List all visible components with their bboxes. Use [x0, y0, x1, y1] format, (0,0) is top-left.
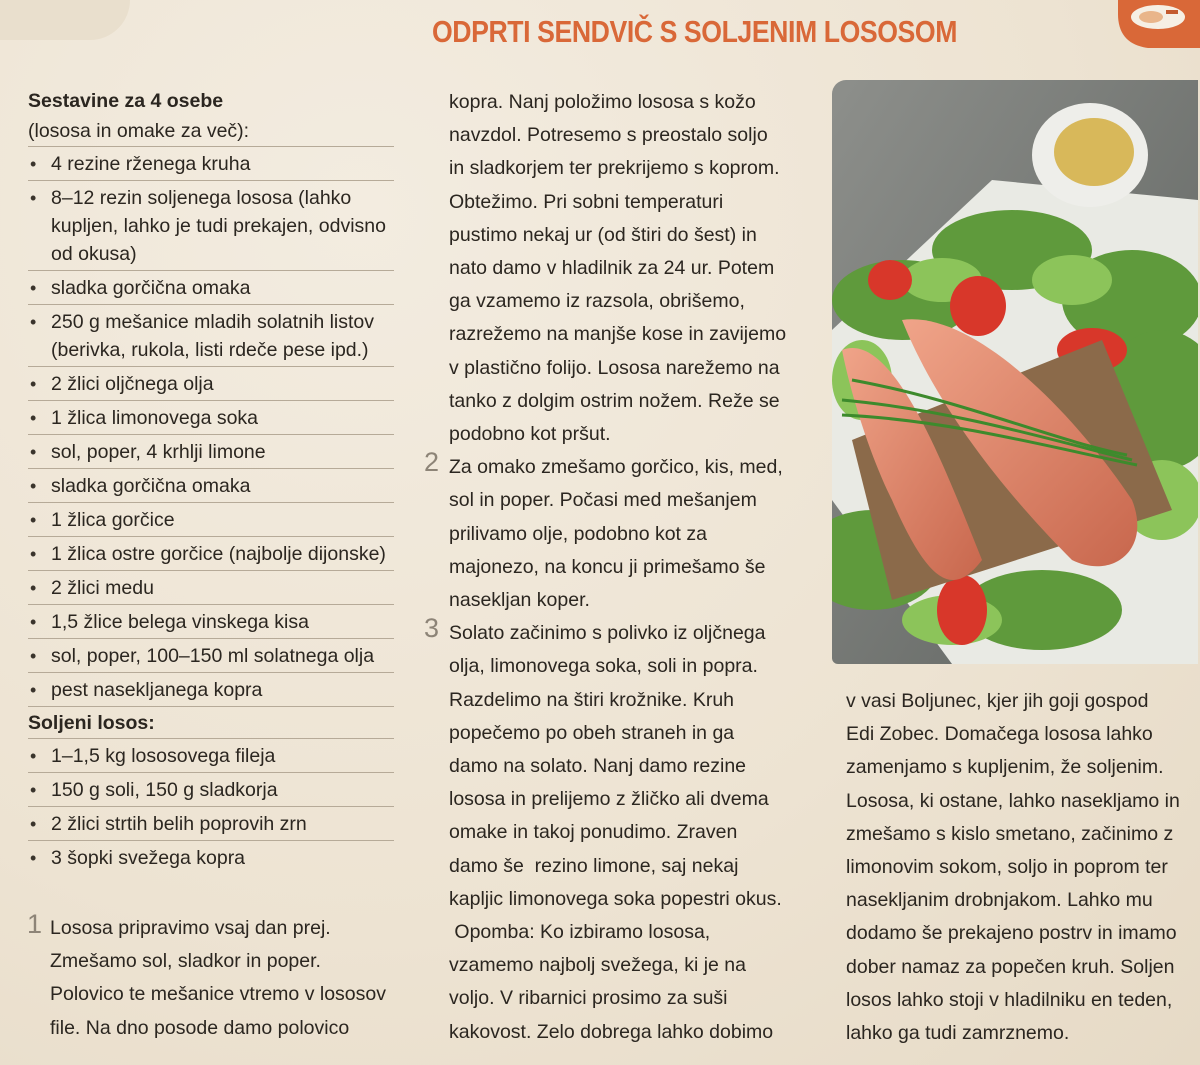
text-line: prilivamo olje, podobno kot za [449, 522, 707, 545]
ingredient-item: • sol, poper, 4 krhlji limone [28, 434, 394, 468]
text-line: pustimo nekaj ur (od štiri do šest) in [449, 223, 757, 246]
note-column [846, 685, 1196, 1050]
ingredients-column [28, 86, 394, 874]
ingredient-item: • 4 rezine rženega kruha [28, 146, 394, 180]
text-line: Opomba: Ko izbiramo lososa, [449, 921, 711, 944]
text-line: podobno kot pršut. [449, 423, 611, 446]
text-line: vzamemo najbolj svežega, ki je na [449, 954, 746, 977]
ingredient-item: • 1 žlica gorčice [28, 502, 394, 536]
ingredients-list [28, 146, 394, 706]
ingredient-item: • 2 žlici strtih belih poprovih zrn [28, 806, 394, 840]
text-line: popečemo po obeh straneh in ga [449, 721, 735, 744]
ingredient-item: • 8–12 rezin soljenega lososa (lahko kupljen, lahko je tudi prekajen, odvisno od okusa) [28, 180, 394, 270]
salmon-ingredients-list [28, 738, 394, 874]
text-line: sol in poper. Počasi med mešanjem [449, 489, 757, 512]
ingredient-item: • 1 žlica limonovega soka [28, 400, 394, 434]
step-number-3: 3 [424, 613, 440, 643]
text-line: Edi Zobec. Domačega lososa lahko [846, 723, 1153, 746]
corner-decoration [0, 0, 130, 40]
text-line: file. Na dno posode damo polovico [50, 1016, 350, 1039]
ingredient-item: • 150 g soli, 150 g sladkorja [28, 772, 394, 806]
text-line: lahko ga tudi zamrznemo. [846, 1022, 1070, 1045]
text-line: damo še rezino limone, saj nekaj [449, 854, 739, 877]
text-line: nasekljanim drobnjakom. Lahko mu [846, 889, 1153, 912]
ingredient-item: • sladka gorčična omaka [28, 270, 394, 304]
text-line: dober namaz za popečen kruh. Soljen [846, 955, 1175, 978]
text-line: ga vzamemo iz razsola, obrišemo, [449, 290, 745, 313]
step-number-1: 1 [27, 909, 43, 939]
text-line: damo na solato. Nanj damo rezine [449, 755, 747, 778]
ingredient-item: • sladka gorčična omaka [28, 468, 394, 502]
text-line: nato damo v hladilnik za 24 ur. Potem [449, 257, 775, 280]
step-number-2: 2 [424, 447, 440, 477]
ingredients-heading: Sestavine za 4 osebe [28, 90, 224, 112]
ingredient-item: • 1,5 žlice belega vinskega kisa [28, 604, 394, 638]
text-line: Zmešamo sol, sladkor in poper. [50, 950, 321, 973]
text-line: kakovost. Zelo dobrega lahko dobimo [449, 1020, 774, 1043]
salmon-heading: Soljeni losos: [28, 706, 394, 738]
text-line: Za omako zmešamo gorčico, kis, med, [449, 456, 783, 479]
ingredient-item: • pest nasekljanega kopra [28, 672, 394, 706]
ingredient-item: • sol, poper, 100–150 ml solatnega olja [28, 638, 394, 672]
text-line: v plastično folijo. Lososa narežemo na [449, 356, 780, 379]
salmon-sandwich-photo [832, 80, 1198, 664]
step-1-start [50, 912, 400, 1045]
text-line: losos lahko stoji v hladilniku en teden, [846, 988, 1173, 1011]
text-line: majonezo, na koncu ji primešamo še [449, 555, 766, 578]
text-line: navzdol. Potresemo s preostalo soljo [449, 124, 768, 147]
ingredient-item: • 1 žlica ostre gorčice (najbolje dijonske) [28, 536, 394, 570]
page-title: ODPRTI SENDVIČ S SOLJENIM LOSOSOM [432, 14, 958, 49]
text-line: voljo. V ribarnici prosimo za suši [449, 987, 728, 1010]
text-line: zamenjamo s kupljenim, že soljenim. [846, 756, 1164, 779]
text-line: tanko z dolgim ostrim nožem. Reže se [449, 389, 780, 412]
ingredients-note: (lososa in omake za več): [28, 120, 250, 142]
plate-icon [1108, 0, 1200, 48]
text-line: zmešamo s kislo smetano, začinimo z [846, 822, 1174, 845]
text-line: Solato začinimo s polivko iz oljčnega [449, 622, 766, 645]
text-line: nasekljan koper. [449, 589, 590, 612]
ingredient-item: • 3 šopki svežega kopra [28, 840, 394, 874]
text-line: Obtežimo. Pri sobni temperaturi [449, 190, 724, 213]
text-line: Polovico te mešanice vtremo v lososov [50, 983, 386, 1006]
text-line: v vasi Boljunec, kjer jih goji gospod [846, 690, 1149, 712]
text-line: omake in takoj ponudimo. Zraven [449, 821, 738, 844]
text-line: razrežemo na manjše kose in zavijemo [449, 323, 787, 346]
text-line: lososa in prelijemo z žličko ali dvema [449, 788, 769, 811]
text-line: limonovim sokom, soljo in poprom ter [846, 856, 1168, 879]
text-line: Lososa, ki ostane, lahko nasekljamo in [846, 789, 1180, 812]
text-line: Razdelimo na štiri krožnike. Kruh [449, 688, 735, 711]
text-line: Lososa pripravimo vsaj dan prej. [50, 917, 331, 939]
text-line: kopra. Nanj položimo lososa s kožo [449, 91, 756, 113]
text-line: kapljic limonovega soka popestri okus. [449, 887, 782, 910]
ingredient-item: • 2 žlici medu [28, 570, 394, 604]
text-line: olja, limonovega soka, soli in popra. [449, 655, 758, 678]
text-line: in sladkorjem ter prekrijemo s koprom. [449, 157, 780, 180]
ingredient-item: • 2 žlici oljčnega olja [28, 366, 394, 400]
method-column [449, 86, 799, 1049]
text-line: dodamo še prekajeno postrv in imamo [846, 922, 1177, 945]
ingredient-item: • 1–1,5 kg lososovega fileja [28, 738, 394, 772]
ingredient-item: • 250 g mešanice mladih solatnih listov (berivka, rukola, listi rdeče pese ipd.) [28, 304, 394, 366]
